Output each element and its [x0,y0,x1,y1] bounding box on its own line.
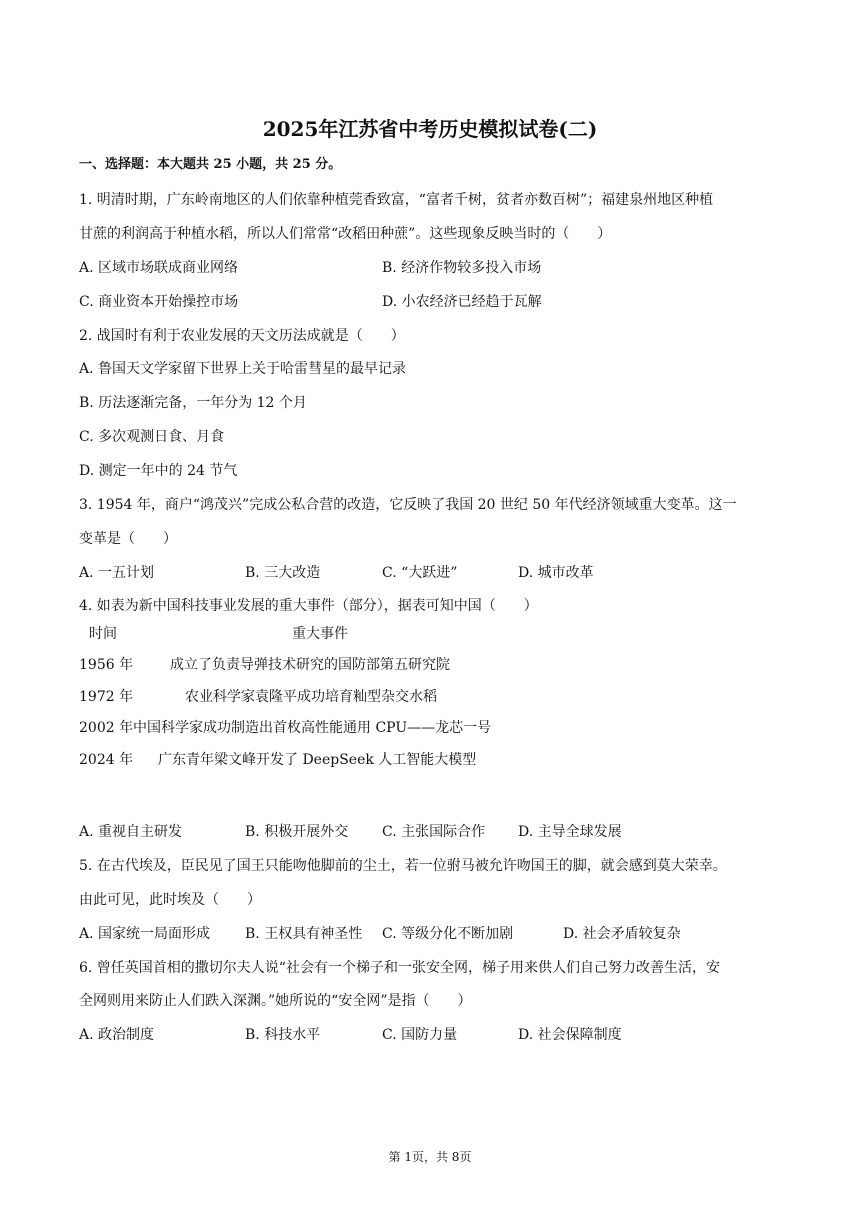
q4-option-b: B. 积极开展外交 [245,824,349,840]
q5-stem-line2: 由此可见，此时埃及（ ） [79,892,261,908]
q6-stem-line1: 6. 曾任英国首相的撒切尔夫人说“社会有一个梯子和一张安全网，梯子用来供人们自己努力改善生活，安 [79,960,720,976]
q6-option-a: A. 政治制度 [79,1027,155,1043]
q1-stem-line2: 甘蔗的利润高于种植水稻，所以人们常常“改稻田种蔗”。这些现象反映当时的（ ） [79,226,612,242]
q6-option-b: B. 科技水平 [245,1027,321,1043]
q2-option-b: B. 历法逐渐完备，一年分为 12 个月 [79,395,307,411]
table-header-time: 时间 [89,626,117,642]
table-header-event: 重大事件 [292,626,348,642]
table-cell-event: 广东青年梁文峰开发了 DeepSeek 人工智能大模型 [158,752,477,768]
q1-option-a: A. 区域市场联成商业网络 [79,260,239,276]
q5-option-c: C. 等级分化不断加剧 [382,926,514,942]
table-cell-year: 1972 年 [79,689,134,705]
q3-option-b: B. 三大改造 [245,565,321,581]
table-cell-event: 成立了负责导弹技术研究的国防部第五研究院 [170,657,450,673]
page-title: 2025年江苏省中考历史模拟试卷(二) [262,117,598,141]
q2-option-a: A. 鲁国天文学家留下世界上关于哈雷彗星的最早记录 [79,361,407,377]
section-heading: 一、选择题：本大题共 25 小题，共 25 分。 [79,157,342,172]
q5-option-b: B. 王权具有神圣性 [245,926,363,942]
q2-option-d: D. 测定一年中的 24 节气 [79,463,238,479]
q2-option-c: C. 多次观测日食、月食 [79,429,225,445]
q1-option-d: D. 小农经济已经趋于瓦解 [382,294,542,310]
q4-option-a: A. 重视自主研发 [79,824,183,840]
q6-option-d: D. 社会保障制度 [518,1027,622,1043]
q1-option-b: B. 经济作物较多投入市场 [382,260,542,276]
q6-option-c: C. 国防力量 [382,1027,458,1043]
q3-option-d: D. 城市改革 [518,565,594,581]
q5-option-d: D. 社会矛盾较复杂 [563,926,681,942]
q3-stem-line1: 3. 1954 年，商户“鸿茂兴”完成公私合营的改造，它反映了我国 20 世纪 50 年代经济领域重大变革。这一 [79,497,737,513]
q5-stem-line1: 5. 在古代埃及，臣民见了国王只能吻他脚前的尘土，若一位驸马被允许吻国王的脚，就会感到莫大荣幸。 [79,858,727,874]
table-cell-year: 2002 年 [79,720,134,736]
q4-option-c: C. 主张国际合作 [382,824,486,840]
q1-stem-line1: 1. 明清时期，广东岭南地区的人们依靠种植莞香致富，“富者千树，贫者亦数百树”；福建泉州地区种植 [79,192,714,208]
q3-option-a: A. 一五计划 [79,565,155,581]
q4-stem: 4. 如表为新中国科技事业发展的重大事件（部分），据表可知中国（ ） [79,598,538,614]
table-cell-year: 2024 年 [79,752,134,768]
q5-option-a: A. 国家统一局面形成 [79,926,211,942]
q3-stem-line2: 变革是（ ） [79,531,177,547]
table-cell-event: 中国科学家成功制造出首枚高性能通用 CPU——龙芯一号 [133,720,492,736]
q2-stem: 2. 战国时有利于农业发展的天文历法成就是（ ） [79,328,405,344]
table-cell-year: 1956 年 [79,657,134,673]
q3-option-c: C. “大跃进” [382,565,458,581]
q6-stem-line2: 全网则用来防止人们跌入深渊。”她所说的“安全网”是指（ ） [79,993,472,1009]
q1-option-c: C. 商业资本开始操控市场 [79,294,239,310]
q4-option-d: D. 主导全球发展 [518,824,622,840]
page-footer: 第 1页，共 8页 [388,1150,472,1164]
table-cell-event: 农业科学家袁隆平成功培育籼型杂交水稻 [185,689,437,705]
